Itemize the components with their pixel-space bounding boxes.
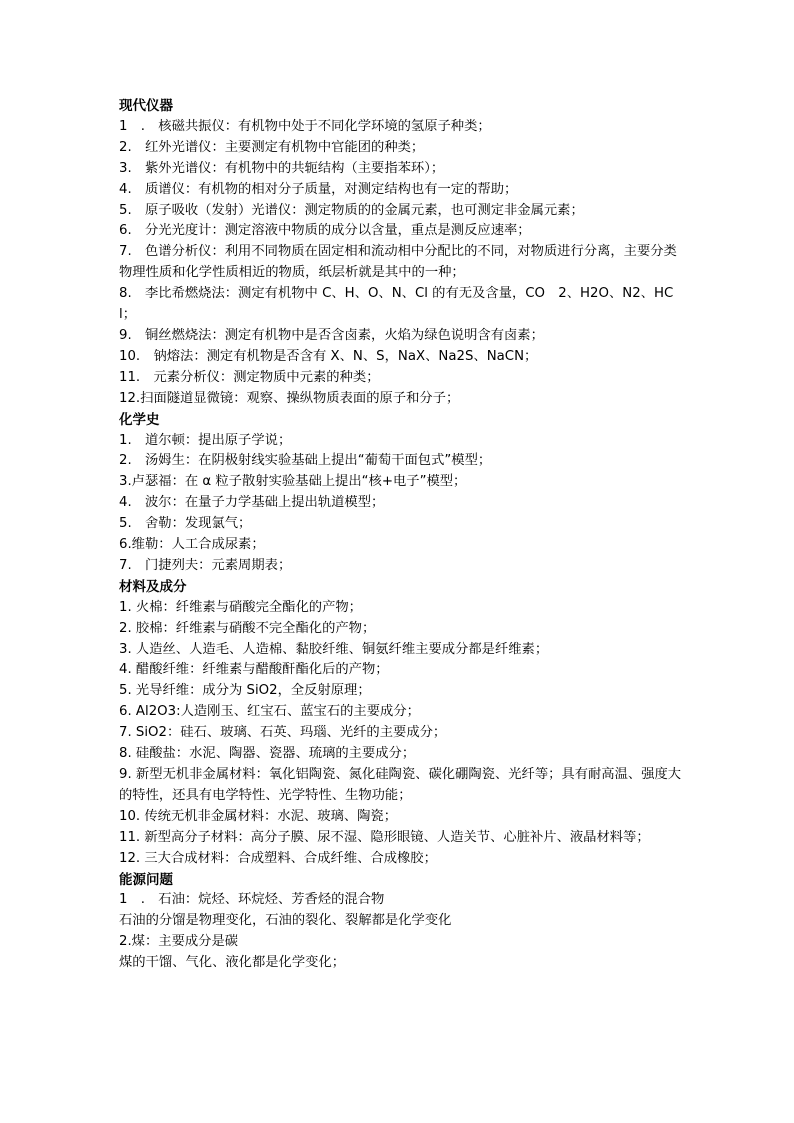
text-line: 12.扫面隧道显微镜：观察、操纵物质表面的原子和分子； xyxy=(119,390,460,406)
text-line: 3.卢瑟福：在 α 粒子散射实验基础上提出“核+电子”模型； xyxy=(119,474,467,490)
section-title-energy: 能源问题 xyxy=(119,871,173,888)
text-paragraph: 9. 新型无机非金属材料：氧化铝陶瓷、氮化硅陶瓷、碳化硼陶瓷、光纤等；具有耐高温、强度大的特性，还具有电学特性、光学特性、生物功能； xyxy=(119,767,682,803)
text-line: 1. 道尔顿：提出原子学说； xyxy=(119,432,292,448)
text-line: 2. 汤姆生：在阴极射线实验基础上提出“葡萄干面包式”模型； xyxy=(119,453,492,469)
text-line: 11. 元素分析仪：测定物质中元素的种类； xyxy=(119,369,380,385)
text-line: 1 . 石油：烷烃、环烷烃、芳香烃的混合物 xyxy=(119,892,385,908)
text-line: 6.维勒：人工合成尿素； xyxy=(119,537,265,553)
text-line: 6. 分光光度计：测定溶液中物质的成分以含量，重点是测反应速率； xyxy=(119,223,531,239)
text-line: 1. 火棉：纤维素与硝酸完全酯化的产物； xyxy=(119,599,362,615)
text-line: 石油的分馏是物理变化，石油的裂化、裂解都是化学变化 xyxy=(119,913,452,929)
text-line: 4. 醋酸纤维：纤维素与醋酸酐酯化后的产物； xyxy=(119,662,389,678)
text-paragraph: 8. 李比希燃烧法：测定有机物中 C、H、O、N、Cl 的有无及含量，CO 2、H2O、N2、HCl； xyxy=(119,286,674,323)
text-line: 4. 波尔：在量子力学基础上提出轨道模型； xyxy=(119,495,385,511)
text-line: 10. 传统无机非金属材料：水泥、玻璃、陶瓷； xyxy=(119,808,398,824)
text-line: 10. 钠熔法：测定有机物是否含有 X、N、S，NaX、Na2S、NaCN； xyxy=(119,348,538,364)
text-paragraph: 7. 色谱分析仪：利用不同物质在固定相和流动相中分配比的不同，对物质进行分离，主要分类物理性质和化学性质相近的物质，纸层析就是其中的一种； xyxy=(119,244,677,281)
text-paragraph: 11. 新型高分子材料：高分子膜、尿不湿、隐形眼镜、人造关节、心脏补片、液晶材料等； xyxy=(119,829,650,845)
text-line: 5. 原子吸收（发射）光谱仪：测定物质的的金属元素，也可测定非金属元素； xyxy=(119,202,584,218)
text-line: 1 . 核磁共振仪：有机物中处于不同化学环境的氢原子种类； xyxy=(119,118,491,134)
text-line: 3. 人造丝、人造毛、人造棉、黏胶纤维、铜氨纤维主要成分都是纤维素； xyxy=(119,641,549,657)
text-line: 7. SiO2：硅石、玻璃、石英、玛瑙、光纤的主要成分； xyxy=(119,725,447,741)
text-line: 煤的干馏、气化、液化都是化学变化； xyxy=(119,955,346,971)
section-title-materials: 材料及成分 xyxy=(119,578,187,595)
text-line: 8. 硅酸盐：水泥、陶器、瓷器、琉璃的主要成分； xyxy=(119,746,416,762)
text-line: 3. 紫外光谱仪：有机物中的共轭结构（主要指苯环）； xyxy=(119,160,445,176)
text-line: 5. 舍勒：发现氯气； xyxy=(119,516,252,532)
text-line: 2.煤：主要成分是碳 xyxy=(119,934,239,950)
text-line: 6. Al2O3:人造刚玉、红宝石、蓝宝石的主要成分； xyxy=(119,704,420,720)
section-title-instruments: 现代仪器 xyxy=(119,98,173,114)
text-line: 5. 光导纤维：成分为 SiO2，全反射原理； xyxy=(119,683,371,699)
section-title-history: 化学史 xyxy=(119,411,160,428)
text-line: 9. 铜丝燃烧法：测定有机物中是否含卤素，火焰为绿色说明含有卤素； xyxy=(119,327,544,343)
document-body xyxy=(119,96,689,974)
text-line: 7. 门捷列夫：元素周期表； xyxy=(119,557,292,573)
text-line: 12. 三大合成材料：合成塑料、合成纤维、合成橡胶； xyxy=(119,850,437,866)
text-line: 2. 红外光谱仪：主要测定有机物中官能团的种类； xyxy=(119,139,425,155)
text-line: 4. 质谱仪：有机物的相对分子质量，对测定结构也有一定的帮助； xyxy=(119,181,518,197)
text-line: 2. 胶棉：纤维素与硝酸不完全酯化的产物； xyxy=(119,620,376,636)
